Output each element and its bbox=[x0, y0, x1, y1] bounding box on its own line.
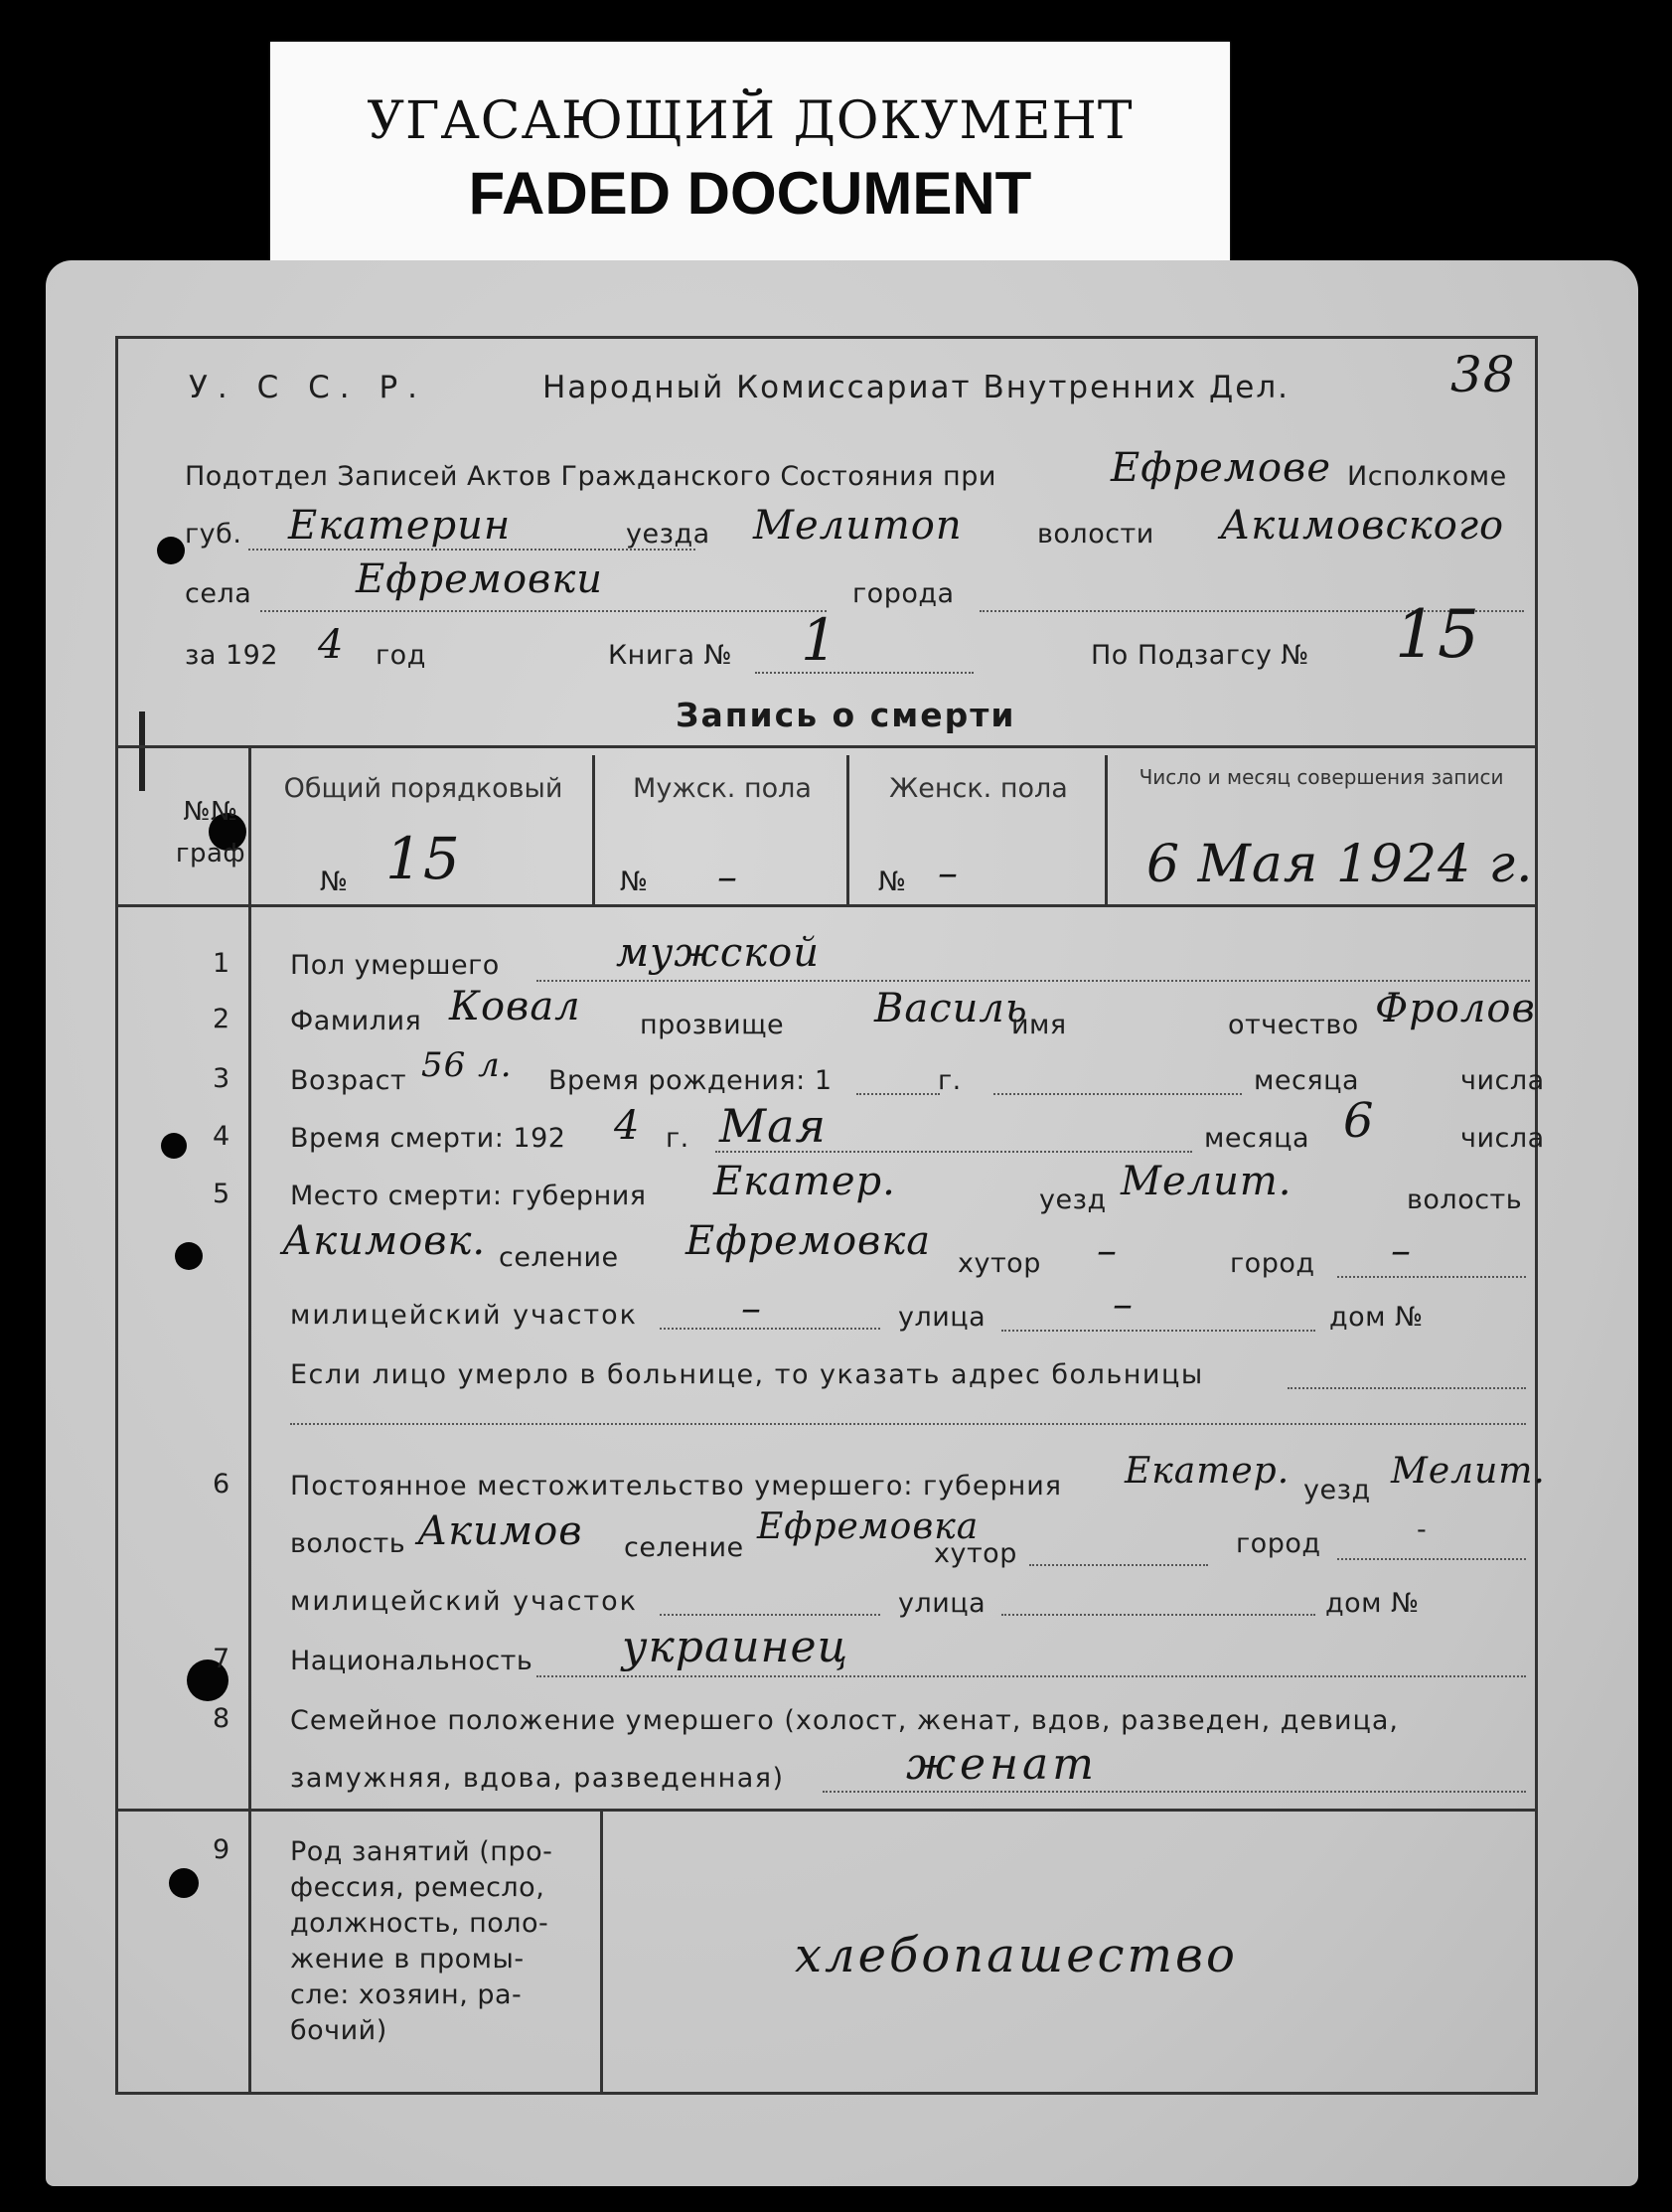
commissariat-label: Народный Комиссариат Внутренних Дел. bbox=[542, 370, 1290, 405]
residence-gub-value: Екатер. bbox=[1125, 1451, 1291, 1492]
male-no-sign: № bbox=[620, 867, 649, 897]
year-label: за 192 bbox=[185, 640, 279, 671]
general-head: Общий порядковый bbox=[283, 773, 563, 804]
death-day-value: 6 bbox=[1343, 1093, 1375, 1149]
row-number: 5 bbox=[213, 1179, 230, 1209]
male-head: Мужск. пола bbox=[633, 773, 812, 804]
death-street-label: улица bbox=[898, 1302, 987, 1333]
selo-fill-line bbox=[260, 610, 827, 612]
nickname-label: прозвище bbox=[640, 1010, 785, 1040]
occupation-col-rule bbox=[600, 1809, 603, 2095]
general-no-sign: № bbox=[320, 867, 349, 897]
occupation-label-line: сле: хозяин, ра- bbox=[290, 1979, 523, 2010]
general-col-rule bbox=[592, 755, 595, 904]
male-value: – bbox=[717, 855, 738, 900]
female-no-sign: № bbox=[878, 867, 907, 897]
marital-label-2: замужняя, вдова, разведенная) bbox=[290, 1763, 785, 1794]
surname-value: Ковал bbox=[449, 984, 581, 1029]
residence-uezd-value: Мелит. bbox=[1391, 1451, 1546, 1492]
nationality-line bbox=[536, 1675, 1526, 1677]
residence-hutor-line bbox=[1029, 1564, 1208, 1566]
gub-value: Екатерин bbox=[288, 503, 512, 549]
graf-head: №№ граф bbox=[175, 797, 246, 869]
residence-volost-value: Акимов bbox=[417, 1508, 583, 1554]
residence-label: Постоянное местожительство умершего: губерния bbox=[290, 1471, 1063, 1501]
death-militia-line bbox=[660, 1328, 880, 1330]
year-suffix: год bbox=[376, 640, 426, 671]
residence-selenie-value: Ефремовка bbox=[757, 1506, 980, 1547]
marital-line bbox=[823, 1791, 1526, 1793]
residence-gorod-label: город bbox=[1236, 1528, 1321, 1559]
residence-militia-label: милицейский участок bbox=[290, 1586, 638, 1617]
nickname-value: Василь bbox=[874, 986, 1028, 1031]
subreg-label: По Подзагсу № bbox=[1091, 640, 1309, 671]
archive-label-card bbox=[270, 42, 1230, 264]
death-uezd-label: уезд bbox=[1039, 1185, 1107, 1215]
year-value: 4 bbox=[318, 622, 345, 668]
birth-day-label: числа bbox=[1460, 1065, 1545, 1096]
residence-uezd-label: уезд bbox=[1303, 1475, 1371, 1505]
occupation-label-line: фессия, ремесло, bbox=[290, 1872, 545, 1903]
book-value: 1 bbox=[801, 606, 838, 674]
ispolkom-label: Исполкоме bbox=[1347, 461, 1507, 492]
patronymic-value: Фролов bbox=[1375, 986, 1536, 1031]
age-label: Возраст bbox=[290, 1065, 407, 1096]
death-gorod-line bbox=[1337, 1276, 1526, 1278]
death-gub-value: Екатер. bbox=[713, 1159, 896, 1204]
residence-street-line bbox=[1001, 1614, 1315, 1616]
residence-militia-line bbox=[660, 1614, 880, 1616]
residence-gorod-line bbox=[1337, 1558, 1526, 1560]
female-value: – bbox=[938, 851, 959, 896]
volost-label: волости bbox=[1037, 519, 1154, 550]
death-time-label: Время смерти: 192 bbox=[290, 1123, 566, 1154]
death-month-value: Мая bbox=[719, 1099, 827, 1153]
death-year-g: г. bbox=[666, 1123, 689, 1154]
patronymic-label: отчество bbox=[1228, 1010, 1359, 1040]
ispolkom-value: Ефремове bbox=[1111, 445, 1331, 491]
death-month-label: месяца bbox=[1204, 1123, 1309, 1154]
row-number: 3 bbox=[213, 1063, 230, 1094]
row-number: 7 bbox=[213, 1644, 230, 1674]
marital-value: женат bbox=[906, 1739, 1098, 1790]
page-number: 38 bbox=[1450, 346, 1516, 403]
label-english: FADED DOCUMENT bbox=[468, 160, 1032, 227]
section-rule bbox=[115, 1809, 1538, 1812]
sex-fill-line bbox=[536, 980, 1530, 982]
hospital-line-2 bbox=[290, 1423, 1526, 1425]
volost-value: Акимовского bbox=[1220, 503, 1505, 549]
birth-month-line bbox=[993, 1093, 1242, 1095]
death-street-line bbox=[1001, 1330, 1315, 1332]
death-day-label: числа bbox=[1460, 1123, 1545, 1154]
selo-label: села bbox=[185, 578, 252, 609]
subreg-value: 15 bbox=[1395, 596, 1480, 673]
gub-label: губ. bbox=[185, 519, 242, 550]
row-number: 2 bbox=[213, 1004, 230, 1034]
death-selenie-value: Ефремовка bbox=[685, 1218, 932, 1264]
birth-month-label: месяца bbox=[1254, 1065, 1359, 1096]
surname-label: Фамилия bbox=[290, 1006, 422, 1036]
residence-house-label: дом № bbox=[1325, 1588, 1420, 1619]
label-russian: УГАСАЮЩИЙ ДОКУМЕНТ bbox=[367, 91, 1134, 151]
residence-volost-label: волость bbox=[290, 1528, 406, 1559]
book-fill-line bbox=[755, 672, 974, 674]
death-place-label: Место смерти: губерния bbox=[290, 1181, 647, 1211]
nationality-label: Национальность bbox=[290, 1646, 533, 1676]
death-year-value: 4 bbox=[614, 1103, 641, 1149]
marital-label-1: Семейное положение умершего (холост, женат, вдов, разведен, девица, bbox=[290, 1705, 1399, 1736]
occupation-label bbox=[290, 1834, 552, 2049]
death-house-label: дом № bbox=[1329, 1302, 1424, 1333]
hospital-label: Если лицо умерло в больнице, то указать адрес больницы bbox=[290, 1359, 1204, 1390]
row-number: 4 bbox=[213, 1121, 230, 1152]
general-value: 15 bbox=[385, 825, 461, 892]
death-gorod-value: – bbox=[1391, 1228, 1412, 1274]
male-col-rule bbox=[846, 755, 849, 904]
female-head: Женск. пола bbox=[889, 773, 1068, 804]
gorod-label: города bbox=[852, 578, 955, 609]
death-selenie-label: селение bbox=[499, 1242, 619, 1273]
age-value: 56 л. bbox=[421, 1045, 513, 1085]
death-militia-value: – bbox=[741, 1286, 762, 1332]
row-number: 6 bbox=[213, 1469, 230, 1500]
book-label: Книга № bbox=[608, 640, 733, 671]
female-col-rule bbox=[1105, 755, 1108, 904]
date-head: Число и месяц совершения записи bbox=[1139, 765, 1504, 789]
death-volost-value: Акимовк. bbox=[282, 1218, 487, 1264]
occupation-value: хлебопашество bbox=[795, 1928, 1238, 1983]
hospital-line-1 bbox=[1288, 1387, 1526, 1389]
occupation-label-line: бочий) bbox=[290, 2015, 387, 2046]
uezd-value: Мелитоп bbox=[753, 503, 963, 549]
row-number: 1 bbox=[213, 948, 230, 979]
table-top-rule bbox=[115, 745, 1538, 748]
death-uezd-value: Мелит. bbox=[1121, 1159, 1292, 1204]
row-number: 8 bbox=[213, 1703, 230, 1734]
sex-label: Пол умершего bbox=[290, 950, 500, 981]
birth-year-line bbox=[856, 1093, 940, 1095]
occupation-label-line: жение в промы- bbox=[290, 1944, 525, 1975]
death-record-form bbox=[115, 336, 1538, 2095]
subdept-label: Подотдел Записей Актов Гражданского Состояния при bbox=[185, 461, 996, 492]
birth-label: Время рождения: 1 bbox=[548, 1065, 833, 1096]
occupation-label-line: должность, поло- bbox=[290, 1908, 549, 1939]
death-hutor-label: хутор bbox=[958, 1248, 1041, 1279]
death-month-line bbox=[715, 1151, 1192, 1153]
death-street-value: – bbox=[1113, 1282, 1134, 1328]
residence-street-label: улица bbox=[898, 1588, 987, 1619]
republic-label: У. С С. Р. bbox=[189, 370, 427, 405]
uezd-label: уезда bbox=[626, 519, 710, 550]
occupation-label-line: Род занятий (про- bbox=[290, 1836, 553, 1867]
table-head-rule bbox=[115, 904, 1538, 907]
residence-selenie-label: селение bbox=[624, 1532, 744, 1563]
death-hutor-value: – bbox=[1097, 1228, 1118, 1274]
sex-value: мужской bbox=[616, 930, 820, 976]
death-militia-label: милицейский участок bbox=[290, 1300, 638, 1331]
death-gorod-label: город bbox=[1230, 1248, 1315, 1279]
residence-hutor-label: хутор bbox=[934, 1538, 1017, 1569]
date-value: 6 Мая 1924 г. bbox=[1146, 835, 1534, 894]
graf-col-rule bbox=[248, 745, 251, 2095]
row-number: 9 bbox=[213, 1834, 230, 1865]
nationality-value: украинец bbox=[622, 1622, 849, 1672]
birth-g: г. bbox=[938, 1065, 962, 1096]
selo-value: Ефремовки bbox=[356, 556, 603, 602]
death-volost-label: волость bbox=[1407, 1185, 1523, 1215]
name-label: имя bbox=[1011, 1010, 1067, 1040]
record-title: Запись о смерти bbox=[676, 696, 1016, 734]
residence-gorod-value: - bbox=[1417, 1514, 1428, 1545]
